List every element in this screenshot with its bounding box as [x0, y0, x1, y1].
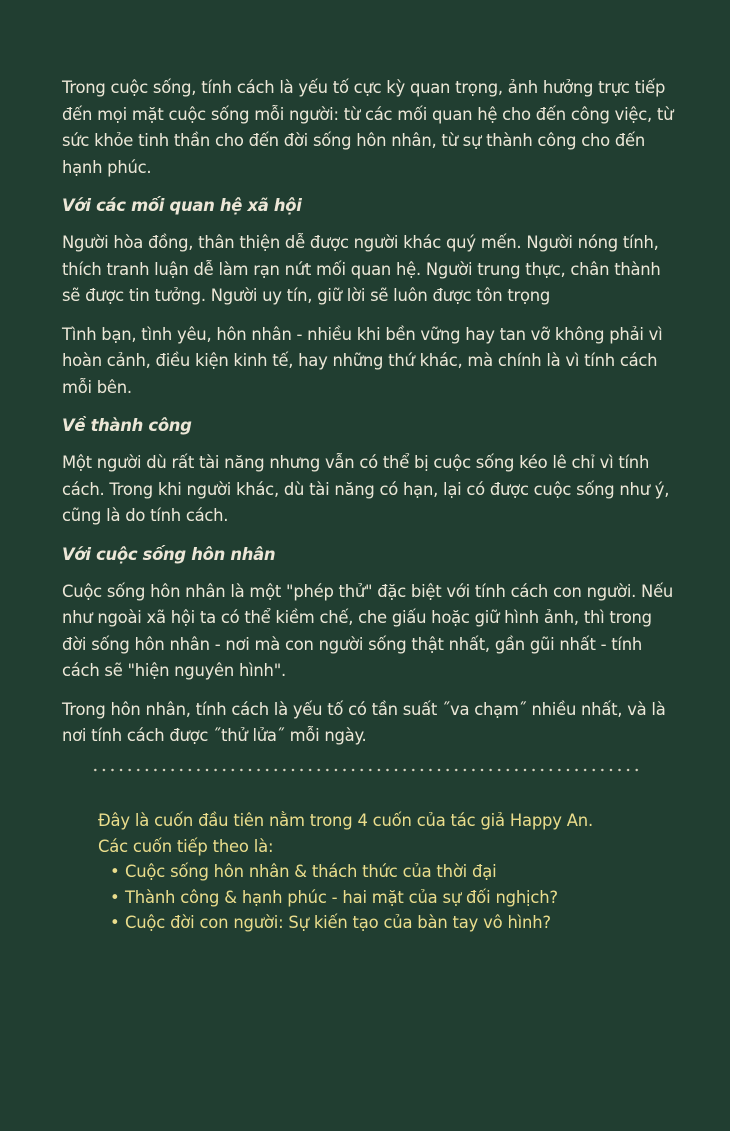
list-item: [98, 859, 658, 885]
relationships-paragraph-1: Người hòa đồng, thân thiện dễ được người khác quý mến. Người nóng tính, thích tranh luận dễ làm rạn nứt mối quan hệ. Người trung thực, chân thành sẽ được tin tưởng. Người uy tín, giữ lời sẽ luôn được tôn trọng: [62, 233, 661, 305]
bullet-icon: •: [110, 862, 120, 881]
relationships-paragraph-2: Tình bạn, tình yêu, hôn nhân - nhiều khi bền vững hay tan vỡ không phải vì hoàn cảnh, điều kiện kinh tế, hay những thứ khác, mà chính là vì tính cách mỗi bên.: [62, 324, 663, 397]
book-title: Cuộc sống hôn nhân & thách thức của thời đại: [125, 862, 497, 881]
series-intro-line-1: Đây là cuốn đầu tiên nằm trong 4 cuốn của tác giả Happy An.: [98, 811, 593, 830]
list-item: [98, 910, 658, 936]
marriage-paragraph-1: Cuộc sống hôn nhân là một "phép thử" đặc biệt với tính cách con người. Nếu như ngoài xã hội ta có thể kiềm chế, che giấu hoặc giữ hình ảnh, thì trong đời sống hôn nhân - nơi mà con người sống thật nhất, gần gũi nhất - tính cách sẽ "hiện nguyên hình".: [62, 581, 674, 680]
bullet-icon: •: [110, 887, 120, 907]
series-intro-line-2: Các cuốn tiếp theo là:: [98, 836, 274, 856]
series-note: [98, 808, 658, 936]
book-title: Thành công & hạnh phúc - hai mặt của sự đối nghịch?: [125, 887, 558, 907]
section-heading-marriage: Với cuộc sống hôn nhân: [62, 544, 276, 564]
dotted-divider: [91, 768, 639, 772]
bullet-icon: •: [110, 913, 120, 932]
list-item: [98, 885, 658, 911]
intro-paragraph: Trong cuộc sống, tính cách là yếu tố cực kỳ quan trọng, ảnh hưởng trực tiếp đến mọi mặt cuộc sống mỗi người: từ các mối quan hệ cho đến công việc, từ sức khỏe tinh thần cho đến đời sống hôn nhân, từ sự thành công cho đến hạnh phúc.: [62, 78, 674, 177]
main-text: [62, 75, 674, 762]
success-paragraph: Một người dù rất tài năng nhưng vẫn có thể bị cuộc sống kéo lê chỉ vì tính cách. Trong khi người khác, dù tài năng có hạn, lại có được cuộc sống như ý, cũng là do tính cách.: [62, 453, 670, 525]
section-heading-relationships: Với các mối quan hệ xã hội: [62, 196, 302, 215]
book-title: Cuộc đời con người: Sự kiến tạo của bàn tay vô hình?: [125, 913, 551, 932]
marriage-paragraph-2: Trong hôn nhân, tính cách là yếu tố có tần suất ˝va chạm˝ nhiều nhất, và là nơi tính cách được ˝thử lửa˝ mỗi ngày.: [62, 699, 666, 745]
section-heading-success: Về thành công: [62, 416, 192, 435]
book-list: [98, 859, 658, 936]
